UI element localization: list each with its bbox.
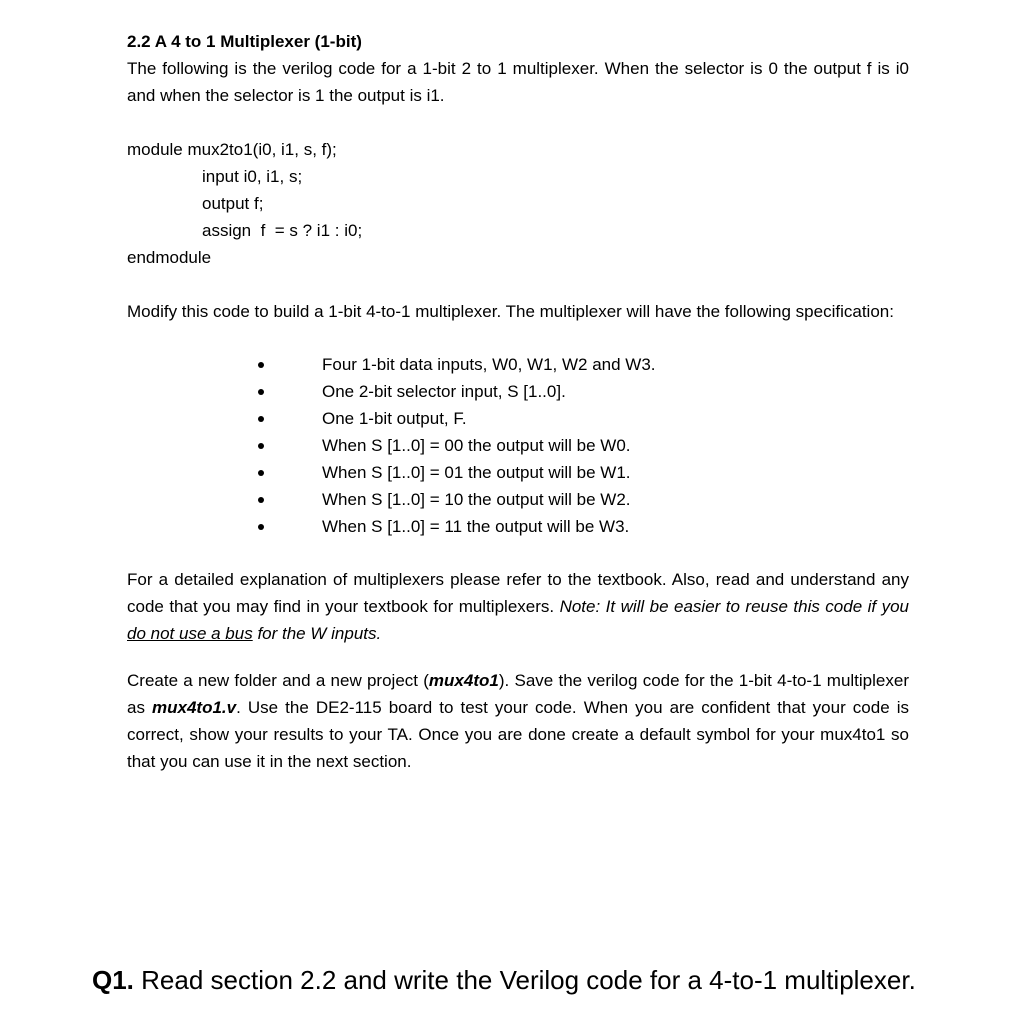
intro-paragraph: The following is the verilog code for a 1-bit 2 to 1 multiplexer. When the selector is 0 the output f is i0 and when the selector is 1 the output is i1. bbox=[127, 59, 909, 105]
list-item: One 2-bit selector input, S [1..0]. bbox=[127, 378, 909, 405]
code-line-assign: assign f = s ? i1 : i0; bbox=[202, 221, 363, 240]
code-line-endmodule: endmodule bbox=[127, 248, 212, 267]
bullet-icon bbox=[258, 362, 264, 368]
project-paragraph: Create a new folder and a new project (mux4to1). Save the verilog code for the 1-bit 4-to-1 multiplexer as mux4to1.v. Use the DE2-115 board to test your code. When you are confident that your code is correct, show your results to your TA. Once you are done create a default symbol for your mux4to1 so that you can use it in the next section. bbox=[127, 671, 909, 771]
document-body bbox=[127, 28, 909, 775]
modify-paragraph: Modify this code to build a 1-bit 4-to-1 multiplexer. The multiplexer will have the following specification: bbox=[127, 302, 894, 321]
bullet-icon bbox=[258, 443, 264, 449]
bullet-icon bbox=[258, 470, 264, 476]
bullet-icon bbox=[258, 416, 264, 422]
bullet-icon bbox=[258, 389, 264, 395]
list-item: When S [1..0] = 00 the output will be W0. bbox=[127, 432, 909, 459]
list-item: When S [1..0] = 11 the output will be W3. bbox=[127, 513, 909, 540]
list-item: Four 1-bit data inputs, W0, W1, W2 and W3. bbox=[127, 351, 909, 378]
question-q1 bbox=[92, 963, 1012, 997]
bullet-icon bbox=[258, 497, 264, 503]
file-name: mux4to1.v bbox=[152, 698, 237, 717]
section-title: 2.2 A 4 to 1 Multiplexer (1-bit) bbox=[127, 32, 362, 51]
bullet-icon bbox=[258, 524, 264, 530]
question-label: Q1. bbox=[92, 965, 134, 995]
code-line-output: output f; bbox=[202, 194, 264, 213]
list-item: When S [1..0] = 01 the output will be W1. bbox=[127, 459, 909, 486]
note-text: Note: It will be easier to reuse this code if you do not use a bus for the W inputs. bbox=[127, 597, 909, 643]
specification-list bbox=[127, 351, 909, 540]
code-line-input: input i0, i1, s; bbox=[202, 167, 303, 186]
project-name: mux4to1 bbox=[428, 671, 499, 690]
list-item: One 1-bit output, F. bbox=[127, 405, 909, 432]
code-line-module: module mux2to1(i0, i1, s, f); bbox=[127, 140, 337, 159]
code-block bbox=[127, 136, 909, 271]
explanation-paragraph: For a detailed explanation of multiplexers please refer to the textbook. Also, read and understand any code that you may find in your textbook for multiplexers. Note: It will be easier to reuse this code if you do not use a bus for the W inputs. bbox=[127, 570, 909, 643]
underlined-phrase: do not use a bus bbox=[127, 624, 253, 643]
question-text: Read section 2.2 and write the Verilog code for a 4-to-1 multiplexer. bbox=[133, 965, 916, 995]
list-item: When S [1..0] = 10 the output will be W2. bbox=[127, 486, 909, 513]
